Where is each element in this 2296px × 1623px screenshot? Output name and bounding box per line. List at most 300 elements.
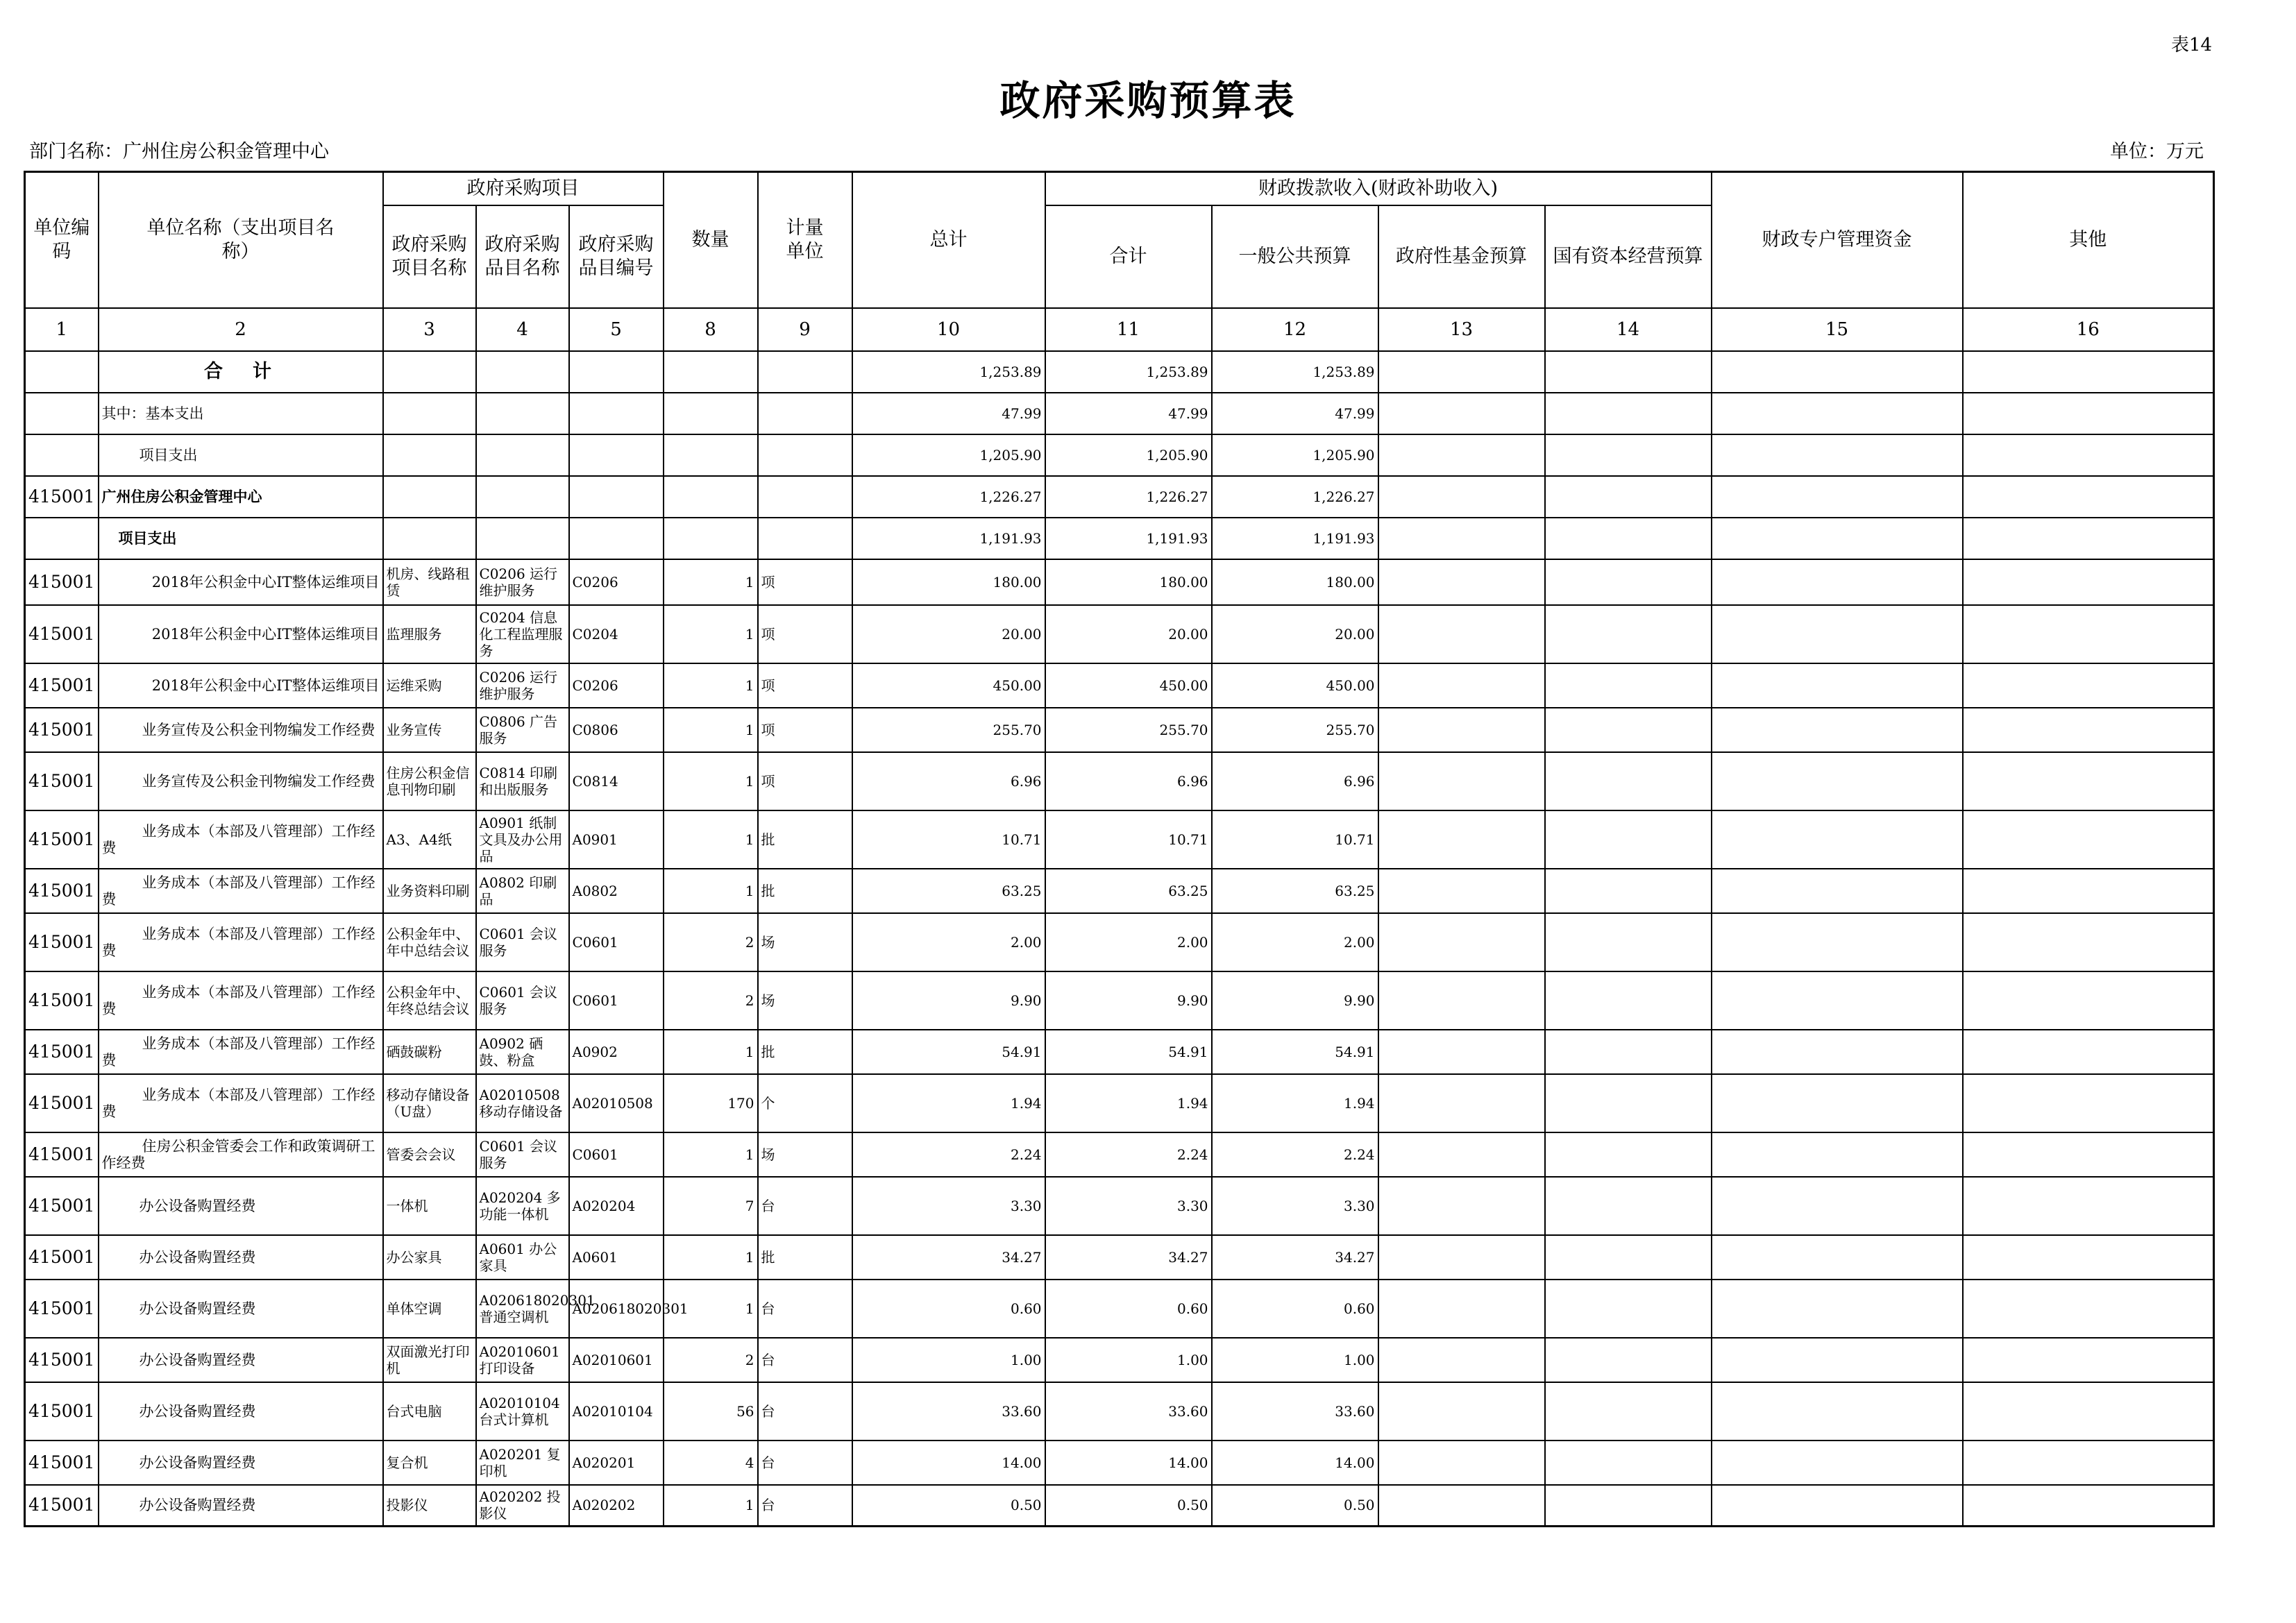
measure-unit: 台 [758,1441,852,1485]
purchase-item-code: A020201 [569,1441,664,1485]
project-name: 业务成本（本部及八管理部）工作经费 [99,971,383,1030]
unit-name: 项目支出 [99,518,383,559]
measure-unit: 场 [758,913,852,971]
measure-unit: 项 [758,708,852,752]
empty-cell [1378,559,1545,605]
total-value: 10.71 [852,810,1045,869]
total-value: 54.91 [852,1030,1045,1074]
purchase-item-code: A02010601 [569,1338,664,1382]
purchase-project-name: 移动存储设备（U盘） [383,1074,476,1132]
empty-cell [1963,810,2214,869]
empty-cell [1378,971,1545,1030]
total-value: 63.25 [852,869,1045,913]
project-name: 住房公积金管委会工作和政策调研工作经费 [99,1132,383,1177]
general-value: 0.60 [1212,1280,1378,1338]
empty-cell [476,476,569,518]
purchase-item-code: C0206 [569,663,664,708]
total-value: 9.90 [852,971,1045,1030]
empty-cell [1963,1280,2214,1338]
header-fiscal-group: 财政拨款收入(财政补助收入) [1045,172,1712,205]
general-value: 6.96 [1212,752,1378,810]
quantity: 170 [664,1074,758,1132]
table-row [25,1280,2214,1338]
table-row [25,1235,2214,1280]
header-unit-code: 单位编码 [25,172,99,308]
empty-cell [1545,1485,1712,1527]
empty-cell [1963,1338,2214,1382]
measure-unit: 场 [758,1132,852,1177]
empty-cell [1545,869,1712,913]
general-value: 20.00 [1212,605,1378,663]
empty-cell [1963,708,2214,752]
table-row [25,559,2214,605]
purchase-item-code: A020204 [569,1177,664,1235]
table-row [25,1132,2214,1177]
header-other: 其他 [1963,172,2214,308]
subtotal-value: 2.24 [1045,1132,1212,1177]
project-name: 办公设备购置经费 [99,1235,383,1280]
empty-cell [1963,1485,2214,1527]
purchase-project-name: 单体空调 [383,1280,476,1338]
empty-cell [1712,1132,1963,1177]
subtotal-value: 1,205.90 [1045,434,1212,476]
empty-cell [383,393,476,434]
quantity: 1 [664,708,758,752]
unit-name: 广州住房公积金管理中心 [99,476,383,518]
empty-cell [1545,810,1712,869]
empty-cell [1712,1441,1963,1485]
empty-cell [1378,913,1545,971]
empty-cell [664,476,758,518]
unit-code: 415001 [25,810,99,869]
purchase-item-code: C0601 [569,971,664,1030]
table-row [25,810,2214,869]
empty-cell [1963,605,2214,663]
subtotal-value: 1,253.89 [1045,351,1212,393]
empty-cell [1963,752,2214,810]
quantity: 1 [664,605,758,663]
unit-code [25,434,99,476]
empty-cell [1712,1177,1963,1235]
empty-cell [1545,913,1712,971]
unit-code [25,351,99,393]
purchase-item-name: C0206 运行维护服务 [476,663,569,708]
empty-cell [1545,708,1712,752]
empty-cell [476,393,569,434]
measure-unit: 台 [758,1382,852,1441]
empty-cell [1545,752,1712,810]
table-row [25,1485,2214,1527]
purchase-item-name: C0601 会议服务 [476,1132,569,1177]
project-name: 办公设备购置经费 [99,1338,383,1382]
quantity: 7 [664,1177,758,1235]
purchase-project-name: 硒鼓碳粉 [383,1030,476,1074]
purchase-item-name: A02010508 移动存储设备 [476,1074,569,1132]
unit-code: 415001 [25,605,99,663]
purchase-item-name: C0814 印刷和出版服务 [476,752,569,810]
empty-cell [1963,351,2214,393]
project-name: 业务成本（本部及八管理部）工作经费 [99,1030,383,1074]
purchase-item-name: C0206 运行维护服务 [476,559,569,605]
total-value: 14.00 [852,1441,1045,1485]
project-name: 办公设备购置经费 [99,1485,383,1527]
summary-row [25,434,2214,476]
unit-code: 415001 [25,708,99,752]
subtotal-value: 54.91 [1045,1030,1212,1074]
header-item-code: 政府采购品目编号 [569,205,664,308]
purchase-item-code: A0802 [569,869,664,913]
purchase-item-name: A02010104 台式计算机 [476,1382,569,1441]
empty-cell [1712,810,1963,869]
empty-cell [1963,1030,2214,1074]
project-name: 2018年公积金中心IT整体运维项目 [99,663,383,708]
empty-cell [1963,434,2214,476]
quantity: 1 [664,1030,758,1074]
empty-cell [1545,605,1712,663]
header-quantity: 数量 [664,172,758,308]
quantity: 56 [664,1382,758,1441]
empty-cell [1378,1235,1545,1280]
empty-cell [476,351,569,393]
quantity: 1 [664,752,758,810]
total-value: 6.96 [852,752,1045,810]
total-value: 1.00 [852,1338,1045,1382]
empty-cell [1378,1338,1545,1382]
purchase-item-code: C0814 [569,752,664,810]
summary-row [25,518,2214,559]
project-name: 办公设备购置经费 [99,1382,383,1441]
purchase-project-name: 机房、线路租赁 [383,559,476,605]
general-value: 1.94 [1212,1074,1378,1132]
empty-cell [569,351,664,393]
empty-cell [1545,559,1712,605]
unit-code: 415001 [25,1132,99,1177]
header-general: 一般公共预算 [1212,205,1378,308]
empty-cell [1712,708,1963,752]
header-purchase-group: 政府采购项目 [383,172,664,205]
subtotal-value: 450.00 [1045,663,1212,708]
purchase-item-code: A0601 [569,1235,664,1280]
empty-cell [383,518,476,559]
general-value: 450.00 [1212,663,1378,708]
subtotal-value: 3.30 [1045,1177,1212,1235]
purchase-project-name: 住房公积金信息刊物印刷 [383,752,476,810]
general-value: 47.99 [1212,393,1378,434]
empty-cell [1378,393,1545,434]
quantity: 2 [664,1338,758,1382]
purchase-project-name: 一体机 [383,1177,476,1235]
empty-cell [1712,393,1963,434]
empty-cell [1378,476,1545,518]
empty-cell [1963,1132,2214,1177]
column-number: 8 [664,308,758,351]
empty-cell [1712,351,1963,393]
empty-cell [1545,1441,1712,1485]
purchase-item-code: C0806 [569,708,664,752]
header-proj-name: 政府采购项目名称 [383,205,476,308]
measure-unit: 项 [758,752,852,810]
table-row [25,663,2214,708]
purchase-project-name: 业务资料印刷 [383,869,476,913]
unit-name: 项目支出 [99,434,383,476]
column-number: 4 [476,308,569,351]
unit-code: 415001 [25,1338,99,1382]
quantity: 1 [664,663,758,708]
empty-cell [1963,518,2214,559]
subtotal-value: 2.00 [1045,913,1212,971]
project-name: 业务成本（本部及八管理部）工作经费 [99,810,383,869]
subtotal-value: 10.71 [1045,810,1212,869]
page-title: 政府采购预算表 [999,77,1297,124]
table-row [25,1382,2214,1441]
table-row [25,752,2214,810]
empty-cell [1545,1280,1712,1338]
empty-cell [1963,1235,2214,1280]
empty-cell [1378,605,1545,663]
subtotal-value: 180.00 [1045,559,1212,605]
empty-cell [1963,393,2214,434]
empty-cell [1378,1441,1545,1485]
unit-code: 415001 [25,1382,99,1441]
summary-row [25,351,2214,393]
purchase-project-name: 公积金年中、年终总结会议 [383,971,476,1030]
header-unit-name: 单位名称（支出项目名称） [99,172,383,308]
empty-cell [1712,752,1963,810]
table-row [25,1338,2214,1382]
general-value: 180.00 [1212,559,1378,605]
empty-cell [1545,1132,1712,1177]
project-name: 2018年公积金中心IT整体运维项目 [99,559,383,605]
purchase-project-name: 办公家具 [383,1235,476,1280]
unit-code: 415001 [25,1235,99,1280]
purchase-item-name: C0204 信息化工程监理服务 [476,605,569,663]
empty-cell [1378,1280,1545,1338]
header-total: 总计 [852,172,1045,308]
empty-cell [1712,476,1963,518]
subtotal-value: 1.94 [1045,1074,1212,1132]
total-value: 1,191.93 [852,518,1045,559]
subtotal-value: 47.99 [1045,393,1212,434]
table-row [25,708,2214,752]
general-value: 34.27 [1212,1235,1378,1280]
column-number: 9 [758,308,852,351]
empty-cell [758,351,852,393]
purchase-item-code: C0601 [569,913,664,971]
purchase-project-name: 公积金年中、年中总结会议 [383,913,476,971]
purchase-item-name: A020202 投影仪 [476,1485,569,1527]
total-value: 3.30 [852,1177,1045,1235]
column-number-row [25,308,2214,351]
empty-cell [1963,869,2214,913]
column-number: 14 [1545,308,1712,351]
general-value: 255.70 [1212,708,1378,752]
unit-code: 415001 [25,1280,99,1338]
unit-code: 415001 [25,476,99,518]
empty-cell [1545,1030,1712,1074]
unit-code: 415001 [25,1441,99,1485]
empty-cell [1545,663,1712,708]
general-value: 3.30 [1212,1177,1378,1235]
unit-code: 415001 [25,559,99,605]
empty-cell [1963,663,2214,708]
purchase-item-name: C0806 广告服务 [476,708,569,752]
empty-cell [1712,1235,1963,1280]
header-measure: 计量单位 [758,172,852,308]
header-state-capital: 国有资本经营预算 [1545,205,1712,308]
empty-cell [1378,1485,1545,1527]
general-value: 1,253.89 [1212,351,1378,393]
empty-cell [1545,434,1712,476]
total-value: 1,205.90 [852,434,1045,476]
purchase-project-name: 运维采购 [383,663,476,708]
measure-unit: 台 [758,1280,852,1338]
total-value: 2.00 [852,913,1045,971]
purchase-item-name: A0601 办公家具 [476,1235,569,1280]
purchase-project-name: 复合机 [383,1441,476,1485]
purchase-item-code: A02010104 [569,1382,664,1441]
total-value: 0.50 [852,1485,1045,1527]
empty-cell [1378,1030,1545,1074]
empty-cell [664,518,758,559]
quantity: 1 [664,1235,758,1280]
empty-cell [1545,1338,1712,1382]
purchase-project-name: 业务宣传 [383,708,476,752]
general-value: 2.24 [1212,1132,1378,1177]
purchase-item-code: A02010508 [569,1074,664,1132]
empty-cell [1378,1074,1545,1132]
measure-unit: 批 [758,810,852,869]
table-row [25,1030,2214,1074]
empty-cell [758,393,852,434]
column-number: 13 [1378,308,1545,351]
empty-cell [1712,1074,1963,1132]
empty-cell [1963,1441,2214,1485]
empty-cell [1545,476,1712,518]
unit-code: 415001 [25,971,99,1030]
project-name: 办公设备购置经费 [99,1441,383,1485]
quantity: 2 [664,913,758,971]
table-row [25,913,2214,971]
column-number: 10 [852,308,1045,351]
empty-cell [1963,971,2214,1030]
purchase-project-name: 投影仪 [383,1485,476,1527]
empty-cell [1545,351,1712,393]
unit-code [25,518,99,559]
column-number: 1 [25,308,99,351]
total-value: 33.60 [852,1382,1045,1441]
purchase-item-code: A0902 [569,1030,664,1074]
unit-code: 415001 [25,663,99,708]
general-value: 2.00 [1212,913,1378,971]
measure-unit: 个 [758,1074,852,1132]
empty-cell [1378,1177,1545,1235]
empty-cell [1378,1132,1545,1177]
empty-cell [383,476,476,518]
measure-unit: 台 [758,1177,852,1235]
empty-cell [1378,752,1545,810]
empty-cell [569,393,664,434]
unit-code: 415001 [25,1030,99,1074]
empty-cell [758,518,852,559]
general-value: 1,226.27 [1212,476,1378,518]
subtotal-value: 34.27 [1045,1235,1212,1280]
empty-cell [1545,1074,1712,1132]
project-name: 业务宣传及公积金刊物编发工作经费 [99,708,383,752]
total-value: 2.24 [852,1132,1045,1177]
quantity: 1 [664,810,758,869]
purchase-item-name: C0601 会议服务 [476,913,569,971]
table-row [25,1441,2214,1485]
empty-cell [1963,559,2214,605]
empty-cell [1545,1235,1712,1280]
purchase-item-code: C0206 [569,559,664,605]
project-name: 业务成本（本部及八管理部）工作经费 [99,1074,383,1132]
purchase-item-name: A020618020301 普通空调机 [476,1280,569,1338]
empty-cell [1712,1030,1963,1074]
quantity: 1 [664,869,758,913]
quantity: 4 [664,1441,758,1485]
quantity: 1 [664,559,758,605]
measure-unit: 项 [758,605,852,663]
purchase-item-code: A0901 [569,810,664,869]
empty-cell [1545,971,1712,1030]
empty-cell [1378,518,1545,559]
empty-cell [383,351,476,393]
project-name: 2018年公积金中心IT整体运维项目 [99,605,383,663]
empty-cell [1712,518,1963,559]
quantity: 2 [664,971,758,1030]
empty-cell [1712,559,1963,605]
general-value: 1,191.93 [1212,518,1378,559]
empty-cell [1378,708,1545,752]
unit-code: 415001 [25,913,99,971]
table-row [25,869,2214,913]
purchase-project-name: 双面激光打印机 [383,1338,476,1382]
measure-unit: 台 [758,1485,852,1527]
purchase-item-name: A0901 纸制文具及办公用品 [476,810,569,869]
column-number: 5 [569,308,664,351]
general-value: 54.91 [1212,1030,1378,1074]
unit-label: 单位：万元 [2110,141,2204,162]
unit-code: 415001 [25,752,99,810]
empty-cell [569,476,664,518]
total-value: 20.00 [852,605,1045,663]
empty-cell [1712,913,1963,971]
purchase-item-name: A020201 复印机 [476,1441,569,1485]
purchase-item-name: A0802 印刷品 [476,869,569,913]
total-value: 1.94 [852,1074,1045,1132]
empty-cell [1378,351,1545,393]
empty-cell [1545,393,1712,434]
project-name: 业务成本（本部及八管理部）工作经费 [99,913,383,971]
purchase-project-name: A3、A4纸 [383,810,476,869]
total-value: 47.99 [852,393,1045,434]
subtotal-value: 20.00 [1045,605,1212,663]
purchase-project-name: 管委会会议 [383,1132,476,1177]
purchase-item-name: A020204 多功能一体机 [476,1177,569,1235]
empty-cell [1712,605,1963,663]
measure-unit: 项 [758,559,852,605]
unit-code: 415001 [25,1177,99,1235]
empty-cell [1712,1338,1963,1382]
empty-cell [1712,1280,1963,1338]
total-value: 255.70 [852,708,1045,752]
purchase-item-code: C0601 [569,1132,664,1177]
budget-table [24,171,2215,1527]
summary-row [25,476,2214,518]
header-fund: 政府性基金预算 [1378,205,1545,308]
empty-cell [476,434,569,476]
